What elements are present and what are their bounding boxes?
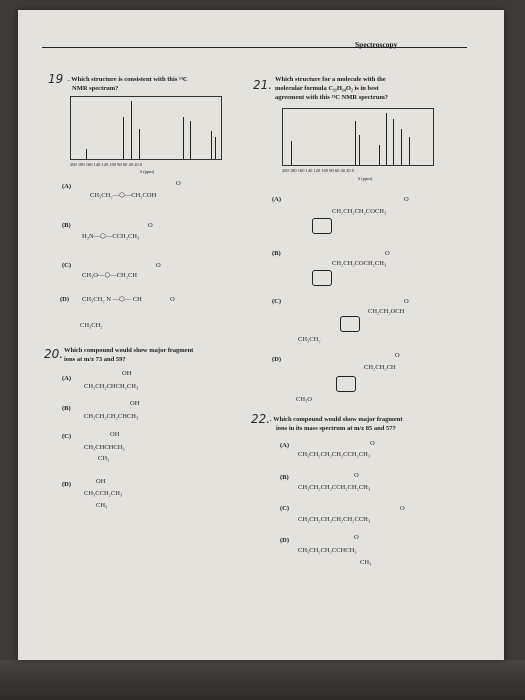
q21-prompt-line1: Which structure for a molecule with the [275, 76, 386, 83]
benzene-ring-icon [340, 316, 360, 332]
q21-option-a-label[interactable]: (A) [272, 196, 282, 203]
q19-option-b-label[interactable]: (B) [62, 222, 71, 229]
q21-option-d-structure: CH₂CH₂CH [364, 364, 396, 371]
q22-carbonyl-o: O [400, 505, 405, 512]
q21-option-c-label[interactable]: (C) [272, 298, 282, 305]
q21-carbonyl-o: O [404, 196, 409, 203]
q20-option-c-label[interactable]: (C) [62, 433, 72, 440]
q22-carbonyl-o: O [354, 534, 359, 541]
q19-number: 19 [48, 72, 64, 86]
q19-option-a-label[interactable]: (A) [62, 183, 72, 190]
q20-option-d-oh: OH [96, 478, 106, 485]
q22-option-d-structure: CH₃CH₂CH₂CCHCH₃ [298, 547, 357, 554]
q22-option-a-label[interactable]: (A) [280, 442, 290, 449]
q21-option-b-structure: CH₂CH₂COCH₂CH₃ [332, 260, 387, 267]
q20-option-a-structure: CH₃CH₂CHCH₂CH₃ [84, 383, 139, 390]
q22-option-d-label[interactable]: (D) [280, 537, 290, 544]
benzene-ring-icon [312, 218, 332, 234]
q21-option-c-ethyl: CH₃CH₂ [298, 336, 321, 343]
q19-axis-ticks: 200 180 160 140 120 100 80 60 40 20 0 [70, 162, 142, 167]
q21-carbonyl-o: O [395, 352, 400, 359]
q22-carbonyl-o: O [370, 440, 375, 447]
q20-option-c-structure: CH₃CHCHCH₃ [84, 444, 125, 451]
q19-option-c-structure: CH₃O—⬡—CH₂CH [82, 272, 137, 279]
desk-background [0, 660, 525, 700]
q21-option-b-label[interactable]: (B) [272, 250, 281, 257]
q19-carbonyl-o: O [156, 262, 161, 269]
q20-option-b-structure: CH₃CH₂CH₂CHCH₃ [84, 413, 139, 420]
q20-option-c-methyl: CH₃ [98, 455, 110, 462]
q20-number: 20. [44, 347, 64, 361]
q21-carbonyl-o: O [404, 298, 409, 305]
q21-option-a-structure: CH₂CH₂CH₂COCH₃ [332, 208, 387, 215]
q19-carbonyl-o: O [176, 180, 181, 187]
q20-prompt-line2: ions at m/z 73 and 59? [64, 356, 126, 363]
q19-option-b-structure: H₂N—⬡—CCH₂CH₃ [82, 233, 140, 240]
q19-option-a-structure: CH₃CH₂—⬡—CH₂COH [90, 192, 157, 199]
q20-option-a-label[interactable]: (A) [62, 375, 72, 382]
q20-option-d-structure: CH₃CCH₂CH₃ [84, 490, 123, 497]
q22-option-b-structure: CH₃CH₂CH₂CCH₂CH₂CH₃ [298, 484, 371, 491]
q22-prompt-line2: ions in its mass spectrum at m/z 85 and 57? [276, 425, 396, 432]
q21-option-d-methoxy: CH₃O [296, 396, 312, 403]
benzene-ring-icon [312, 270, 332, 286]
q21-number: 21. [253, 78, 273, 92]
benzene-ring-icon [336, 376, 356, 392]
q22-option-d-methyl: CH₃ [360, 559, 372, 566]
q22-number: 22. [251, 412, 271, 426]
q22-prompt-line1: . Which compound would show major fragment [270, 416, 403, 423]
q22-option-b-label[interactable]: (B) [280, 474, 289, 481]
q20-option-b-oh: OH [130, 400, 140, 407]
q20-prompt-line1: Which compound would show major fragment [64, 347, 194, 354]
q22-option-a-structure: CH₃CH₂CH₂CH₂CCH₂CH₃ [298, 451, 371, 458]
q19-option-d-ethyl: CH₃CH₂ [80, 322, 103, 329]
q19-option-d-structure: CH₃CH₂ N —⬡— CH [82, 296, 142, 303]
header-rule [42, 47, 467, 48]
q21-option-d-label[interactable]: (D) [272, 356, 282, 363]
q19-carbonyl-o: O [148, 222, 153, 229]
q20-option-d-label[interactable]: (D) [62, 481, 72, 488]
q19-axis-unit: δ (ppm) [140, 169, 155, 174]
q21-axis-ticks: 200 180 160 140 120 100 80 60 40 20 0 [282, 168, 354, 173]
q19-carbonyl-o: O [170, 296, 175, 303]
q21-prompt-line3: agreement with this ¹³C NMR spectrum? [275, 94, 388, 101]
q22-option-c-structure: CH₃CH₂CH₂CH₂CH₂CCH₃ [298, 516, 371, 523]
q22-carbonyl-o: O [354, 472, 359, 479]
page-header: Spectroscopy [355, 40, 398, 49]
q20-option-d-methyl: CH₃ [96, 502, 108, 509]
q19-nmr-spectrum [70, 96, 222, 160]
q20-option-c-oh: OH [110, 431, 120, 438]
q19-prompt-line2: NMR spectrum? [72, 85, 119, 92]
q21-nmr-spectrum [282, 108, 434, 166]
q21-axis-unit: δ (ppm) [358, 176, 373, 181]
q21-option-c-structure: CH₂CH₂OCH [368, 308, 405, 315]
q19-option-d-label[interactable]: (D) [60, 296, 70, 303]
q20-option-a-oh: OH [122, 370, 132, 377]
q21-carbonyl-o: O [385, 250, 390, 257]
q22-option-c-label[interactable]: (C) [280, 505, 290, 512]
q20-option-b-label[interactable]: (B) [62, 405, 71, 412]
q19-option-c-label[interactable]: (C) [62, 262, 72, 269]
q21-prompt-line2: molecular formula C₁₁H₁₄O₂ is in best [275, 85, 379, 92]
q19-prompt-line1: . Which structure is consistent with this ¹³C [68, 76, 188, 83]
